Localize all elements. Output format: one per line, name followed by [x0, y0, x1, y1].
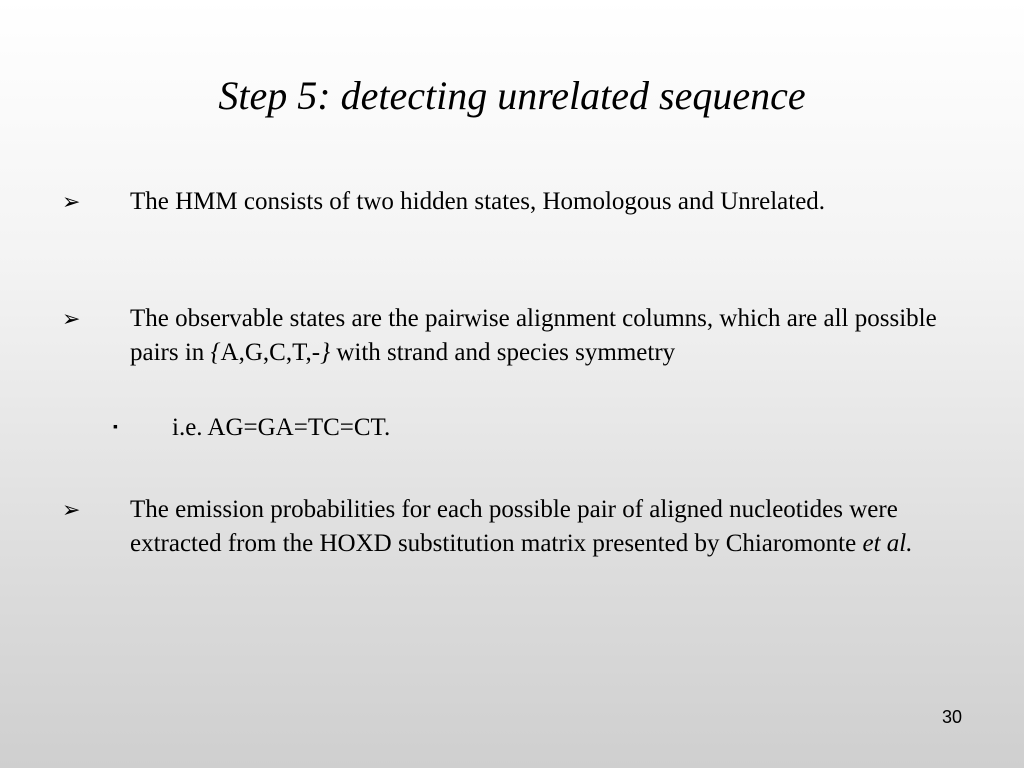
bullet-text-continued: with strand and species symmetry	[330, 339, 676, 366]
bullet-hidden-states: The HMM consists of two hidden states, Homologous and Unrelated.	[130, 188, 826, 215]
nucleotide-set: A,G,C,T,-	[220, 339, 321, 366]
bullet-text: The observable states are the pairwise alignment columns, which are all possible pairs in	[130, 305, 937, 366]
page-number: 30	[941, 707, 962, 727]
arrowhead-bullet-icon: ➢	[62, 497, 81, 522]
bullet-observable-states	[130, 302, 960, 370]
arrowhead-bullet-icon: ➢	[62, 189, 81, 214]
sub-bullet-symmetry-example: i.e. AG=GA=TC=CT.	[172, 414, 391, 441]
brace-open: {	[210, 339, 221, 366]
slide-title: Step 5: detecting unrelated sequence	[218, 73, 806, 118]
bullet-emission-probabilities	[130, 493, 960, 561]
bullet-text: The emission probabilities for each possible pair of aligned nucleotides were extracted from the HOXD substitution matrix presented by Chiaromonte	[130, 496, 898, 557]
arrowhead-bullet-icon: ➢	[62, 306, 81, 331]
citation-et-al: et al.	[862, 530, 913, 557]
brace-close: }	[320, 339, 331, 366]
square-bullet-icon: ▪	[113, 420, 118, 435]
